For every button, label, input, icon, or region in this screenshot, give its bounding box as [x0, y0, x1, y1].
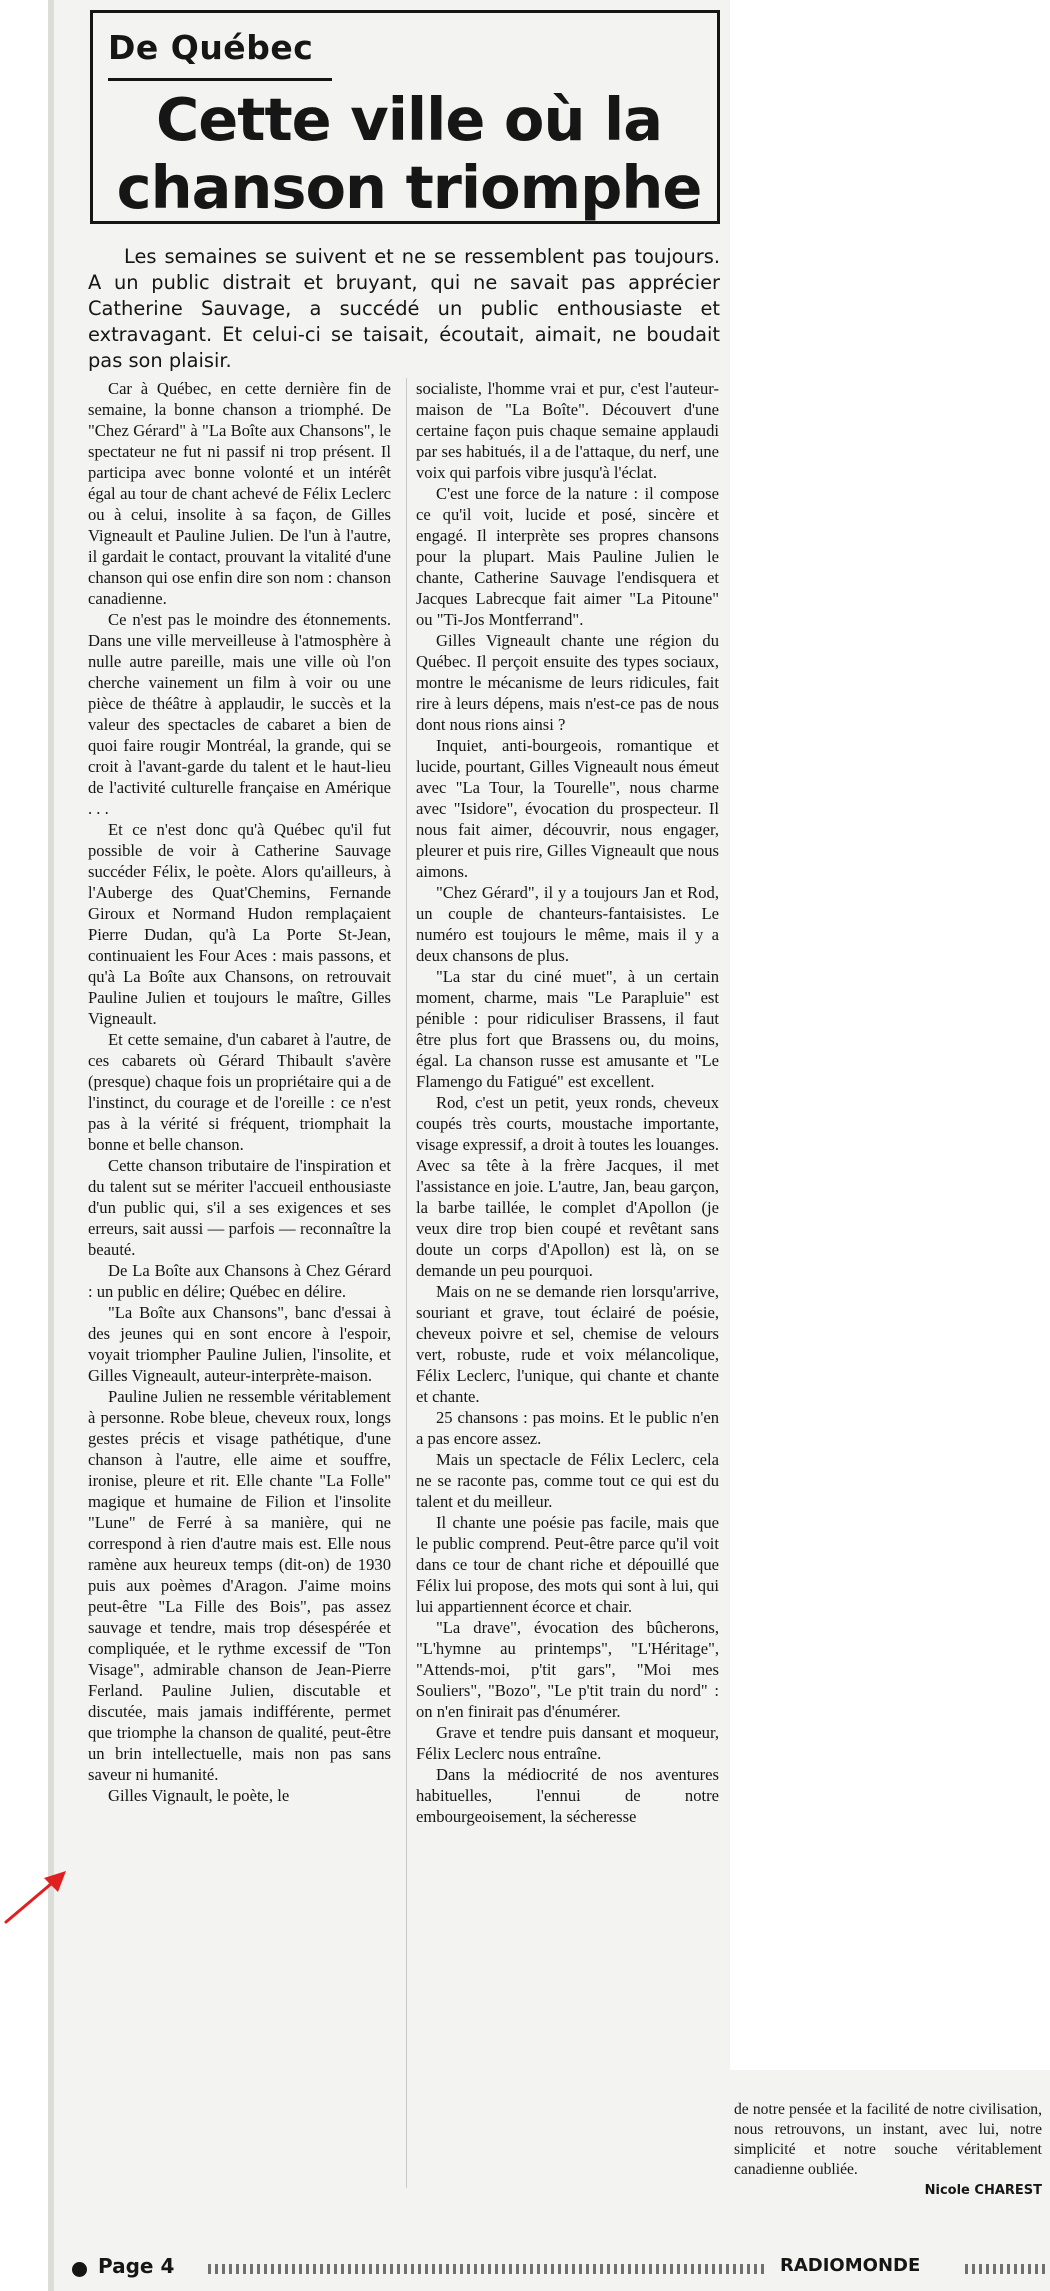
article-headline: Cette ville où la chanson triomphe: [116, 85, 702, 222]
paragraph: Ce n'est pas le moindre des étonnements. Dans une ville merveilleuse à l'atmosphère à nulle autre pareille, mais une ville où l'on cherche vainement un film à voir ou une pièce de théâtre à applaudir, le succès et la valeur des spectacles de cabaret a bien de quoi faire rougir Montréal, la grande, qui se croit à l'avant-garde du talent et le haut-lieu de l'activité culturelle française en Amérique . . .: [88, 610, 391, 818]
paragraph: Rod, c'est un petit, yeux ronds, cheveux coupés très courts, moustache importante, visage expressif, a droit à toutes les louanges. Avec sa tête à la frère Jacques, il met l'assistance en joie. L'autre, Jan, beau garçon, la barbe taillée, le complet d'Apollon (je veux dire trop bien coupé et revêtant sans doute un corps d'Apollon) est là, on se demande un peu pourquoi.: [416, 1093, 719, 1280]
paragraph: "Chez Gérard", il y a toujours Jan et Rod, un couple de chanteurs-fantaisistes. Le numéro est toujours le même, mais il y a deux chansons de plus.: [416, 883, 719, 965]
paragraph: De La Boîte aux Chansons à Chez Gérard : un public en délire; Québec en délire.: [88, 1261, 391, 1301]
paragraph: Cette chanson tributaire de l'inspiration et du talent sut se mériter l'accueil enthousiaste d'un public qui, s'il a ses exigences et ses erreurs, sait aussi — parfois — reconnaître la beauté.: [88, 1156, 391, 1259]
paragraph: "La drave", évocation des bûcherons, "L'hymne au printemps", "L'Héritage", "Attends-moi, p'tit gars", "Moi mes Souliers", "Bozo", "Le p'tit train du nord" : on n'en finirait pas d'énumérer.: [416, 1618, 719, 1721]
paragraph: C'est une force de la nature : il compose ce qu'il voit, lucide et posé, sincère et engagé. Il interprète ses propres chansons pour la plupart. Mais Pauline Julien le chante, Catherine Sauvage l'endisquera et Jacques Labrecque fait aimer "La Pitoune" ou "Ti-Jos Montferrand".: [416, 484, 719, 629]
paragraph: Et ce n'est donc qu'à Québec qu'il fut possible de voir à Catherine Sauvage succéder Félix, le poète. Alors qu'ailleurs, à l'Auberge des Quat'Chemins, Fernande Giroux et Normand Hudon remplaçaient Pierre Dudan, qu'à La Porte St-Jean, continuaient les Four Aces : mais passons, et qu'à La Boîte aux Chansons, on retrouvait Pauline Julien et toujours le maître, Gilles Vigneault.: [88, 820, 391, 1028]
paragraph: socialiste, l'homme vrai et pur, c'est l'auteur-maison de "La Boîte". Découvert d'une certaine façon puis chaque semaine applaudi par ses habitués, il a de l'attaque, du nerf, une voix qui parfois vibre jusqu'à l'éclat.: [416, 379, 719, 482]
paragraph: Dans la médiocrité de nos aventures habituelles, l'ennui de notre embourgeoisement, la sécheresse: [416, 1765, 719, 1826]
article-intro: Les semaines se suivent et ne se ressemblent pas toujours. A un public distrait et bruyant, qui ne savait pas apprécier Catherine Sauvage, a succédé un public enthousiaste et extravagant. Et celui-ci se taisait, écoutait, aimait, ne boudait pas son plaisir.: [88, 245, 720, 372]
paragraph: Inquiet, anti-bourgeois, romantique et lucide, pourtant, Gilles Vigneault nous émeut avec "La Tour, la Tourelle", nous charme avec "Isidore", évocation du prospecteur. Il nous fait aimer, découvrir, nous engager, pleurer et puis rire, Gilles Vigneault que nous aimons.: [416, 736, 719, 881]
paragraph: Mais on ne se demande rien lorsqu'arrive, souriant et grave, tout éclairé de poésie, cheveux poivre et sel, chemise de velours vert, robuste, rude et voix mélancolique, Félix Leclerc, l'unique, qui chante et chante et chante.: [416, 1282, 719, 1406]
paragraph: Car à Québec, en cette dernière fin de semaine, la bonne chanson a triomphé. De "Chez Gérard" à "La Boîte aux Chansons", le spectateur ne fut ni passif ni trop présent. Il participa avec bonne volonté et un intérêt égal au tour de chant achevé de Félix Leclerc ou à celui, insolite à sa façon, de Gilles Vigneault et Pauline Julien. De l'un à l'autre, il gardait le contact, prouvant la vitalité d'une chanson qui ose enfin dire son nom : chanson canadienne.: [88, 379, 391, 608]
column-divider: [406, 378, 407, 2188]
bullet-icon: [72, 2262, 87, 2277]
page-edge-shadow: [48, 0, 54, 2291]
paragraph: Mais un spectacle de Félix Leclerc, cela ne se raconte pas, comme tout ce qui est du talent et du meilleur.: [416, 1450, 719, 1511]
footer-dotted-rule: [208, 2264, 768, 2274]
paragraph: Grave et tendre puis dansant et moqueur, Félix Leclerc nous entraîne.: [416, 1723, 719, 1763]
footer-dotted-rule-end: [965, 2264, 1045, 2274]
paragraph: 25 chansons : pas moins. Et le public n'en a pas encore assez.: [416, 1408, 719, 1448]
article-column-3: [734, 2100, 1042, 2201]
paragraph: "La Boîte aux Chansons", banc d'essai à des jeunes qui en sont encore à l'espoir, voyait triompher Pauline Julien, l'insolite, et Gilles Vigneault, auteur-interprète-maison.: [88, 1303, 391, 1385]
page-number: Page 4: [98, 2254, 175, 2278]
paragraph: Il chante une poésie pas facile, mais que le public comprend. Peut-être parce qu'il voit dans ce tour de chant riche et dépouillé que Félix lui propose, des mots qui sont à lui, qui lui appartiennent écorce et chair.: [416, 1513, 719, 1616]
paragraph: Gilles Vignault, le poète, le: [108, 1786, 290, 1805]
magazine-name: RADIOMONDE: [780, 2255, 921, 2276]
section-label: De Québec: [108, 28, 314, 67]
section-underline: [108, 78, 332, 81]
paragraph: "La star du ciné muet", à un certain moment, charme, mais "Le Parapluie" est pénible : pour ridiculiser Brassens, il faut être plus fort que Brassens ou, du moins, égal. La chanson russe est amusante et "Le Flamengo du Fatigué" est excellent.: [416, 967, 719, 1091]
article-column-1: [88, 378, 391, 2198]
paragraph: Et cette semaine, d'un cabaret à l'autre, de ces cabarets où Gérard Thibault s'avère (presque) chaque fois un propriétaire qui a de l'instinct, du courage et de l'oreille : ce n'est pas à la vérité si fréquent, triomphait la bonne et belle chanson.: [88, 1030, 391, 1154]
paragraph: Gilles Vigneault chante une région du Québec. Il perçoit ensuite des types sociaux, montre le mécanisme de leurs ridicules, fait rire à leurs dépens, mais n'est-ce pas de nous dont nous rions ainsi ?: [416, 631, 719, 734]
article-column-2: [416, 378, 719, 2198]
red-arrow-icon: [0, 1860, 80, 1930]
author-byline: Nicole CHAREST: [924, 2183, 1042, 2198]
paragraph: Pauline Julien ne ressemble véritablement à personne. Robe bleue, cheveux roux, longs gestes précis et visage pathétique, d'une chanson à l'autre, elle aime et souffre, ironise, pleure et rit. Elle chante "La Folle" magique et humaine de Filion et l'insolite "Lune" de Ferré à sa manière, qui ne correspond à rien d'autre mais est. Elle nous ramène aux heureux temps (dit-on) de 1930 puis aux poèmes d'Aragon. J'aime moins peut-être "La Fille des Bois", pas assez sauvage et tendre, mais trop désespérée et compliquée, et le rythme excessif de "Ton Visage", admirable chanson de Jean-Pierre Ferland. Pauline Julien, discutable et discutée, mais jamais indifférente, permet que triomphe la chanson de qualité, peut-être un brin intellectuelle, mais non pas sans saveur ni humanité.: [88, 1387, 391, 1784]
paragraph: de notre pensée et la facilité de notre civilisation, nous retrouvons, un instant, avec lui, notre simplicité et notre souche véritablement canadienne oubliée.: [734, 2101, 1042, 2178]
